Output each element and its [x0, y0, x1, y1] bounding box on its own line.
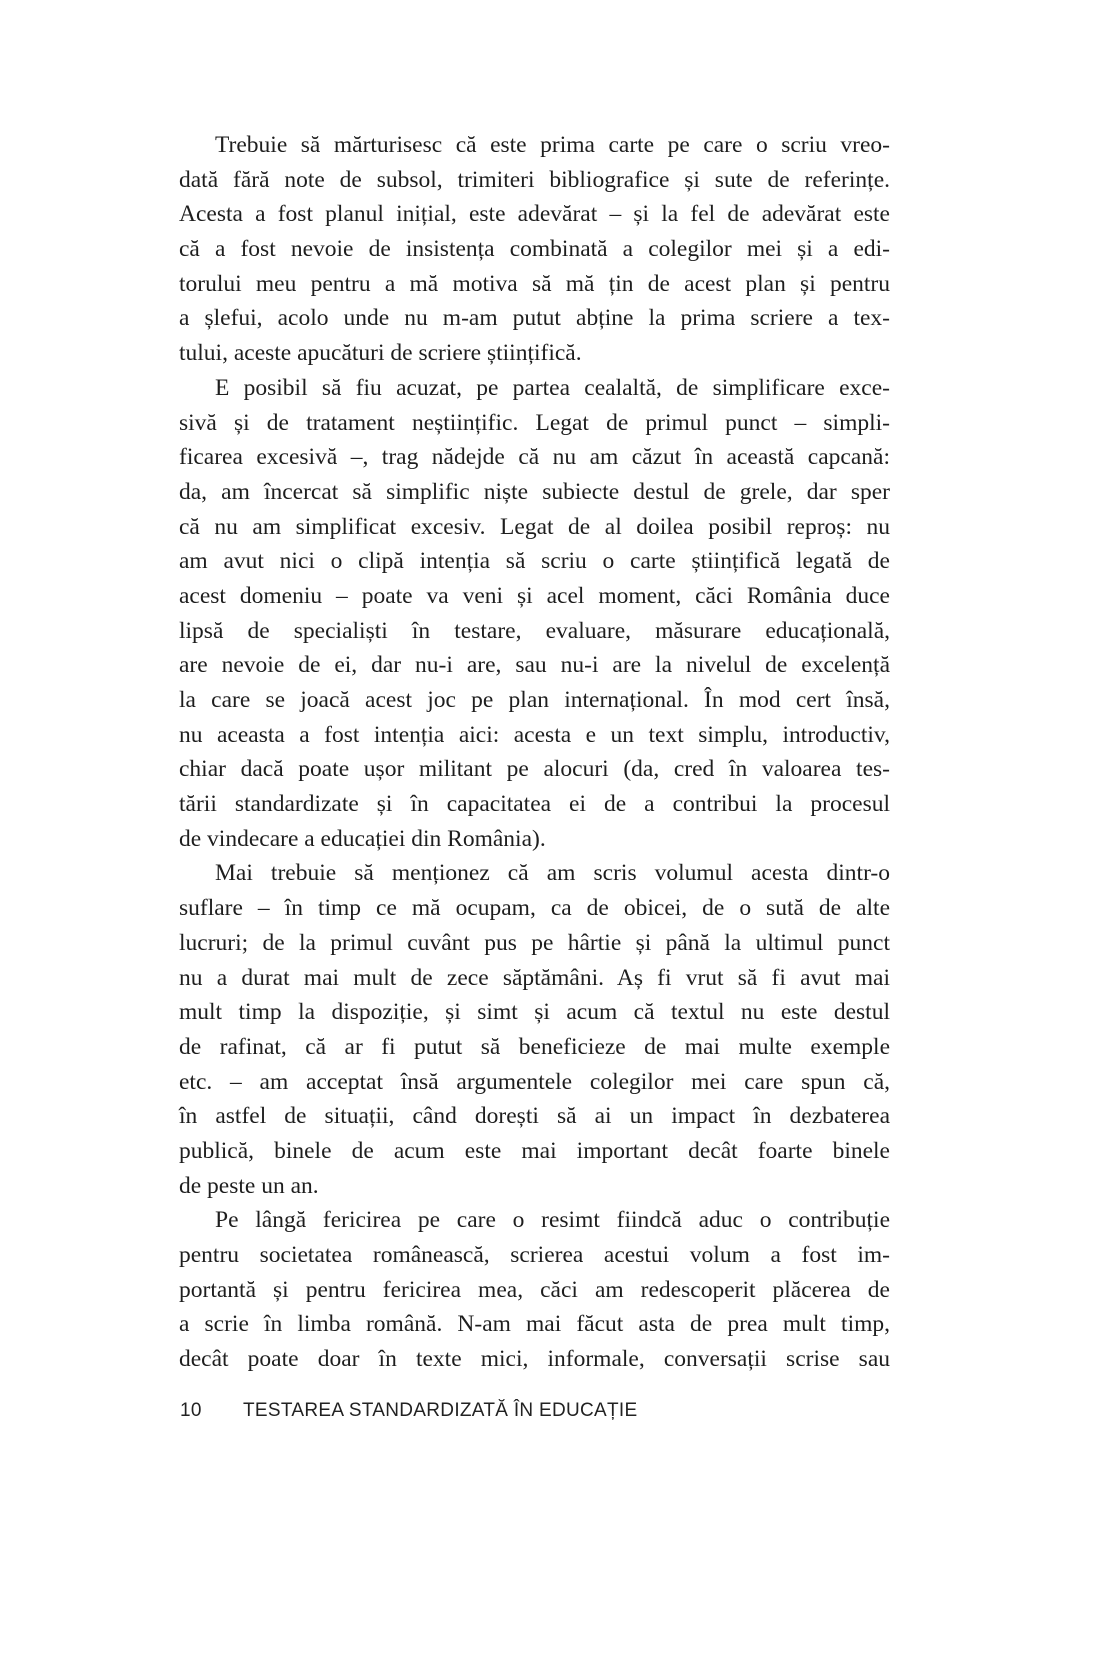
running-title: TESTAREA STANDARDIZATĂ ÎN EDUCAȚIE [243, 1400, 638, 1421]
text-line: sivă și de tratament neștiințific. Legat de primul punct – simpli- [179, 409, 890, 436]
text-line: Acesta a fost planul inițial, este adevărat – și la fel de adevărat este [179, 201, 890, 228]
text-line: nu aceasta a fost intenția aici: acesta e un text simplu, introductiv, [179, 721, 890, 748]
text-line: tului, aceste apucături de scriere științifică. [179, 340, 582, 367]
paragraph [179, 128, 890, 371]
text-line: suflare – în timp ce mă ocupam, ca de obicei, de o sută de alte [179, 895, 890, 922]
body-text [179, 128, 890, 1377]
text-line: chiar dacă poate ușor militant pe alocuri (da, cred în valoarea tes- [179, 756, 890, 783]
text-line: a șlefui, acolo unde nu m-am putut abține la prima scriere a tex- [179, 305, 890, 332]
paragraph [179, 1203, 890, 1376]
text-line: am avut nici o clipă intenția să scriu o carte științifică legată de [179, 548, 890, 575]
text-line: Trebuie să mărturisesc că este prima carte pe care o scriu vreo- [215, 132, 890, 158]
text-line: ficarea excesivă –, trag nădejde că nu am căzut în această capcană: [179, 444, 890, 471]
text-line: da, am încercat să simplific niște subiecte destul de grele, dar sper [179, 478, 890, 505]
page-footer [180, 1400, 637, 1422]
text-line: în astfel de situații, când dorești să ai un impact în dezbaterea [179, 1103, 890, 1130]
text-line: a scrie în limba română. N-am mai făcut asta de prea mult timp, [179, 1311, 890, 1338]
page-number: 10 [180, 1400, 202, 1421]
text-line: Mai trebuie să menționez că am scris volumul acesta dintr-o [215, 860, 890, 887]
paragraph [179, 371, 890, 857]
text-line: de peste un an. [179, 1172, 319, 1199]
text-line: E posibil să fiu acuzat, pe partea cealaltă, de simplificare exce- [215, 374, 890, 401]
paragraph [179, 856, 890, 1203]
text-line: de vindecare a educației din România). [179, 825, 546, 852]
text-line: portantă și pentru fericirea mea, căci am redescoperit plăcerea de [179, 1276, 890, 1303]
text-line: etc. – am acceptat însă argumentele colegilor mei care spun că, [179, 1068, 890, 1095]
text-line: nu a durat mai mult de zece săptămâni. Aș fi vrut să fi avut mai [179, 964, 890, 991]
text-line: torului meu pentru a mă motiva să mă țin de acest plan și pentru [179, 270, 890, 297]
text-line: acest domeniu – poate va veni și acel moment, căci România duce [179, 582, 890, 609]
text-line: Pe lângă fericirea pe care o resimt fiindcă aduc o contribuție [215, 1207, 890, 1234]
text-line: lipsă de specialiști în testare, evaluare, măsurare educațională, [179, 617, 890, 644]
text-line: lucruri; de la primul cuvânt pus pe hârtie și până la ultimul punct [179, 929, 890, 956]
text-line: tării standardizate și în capacitatea ei de a contribui la procesul [179, 791, 890, 818]
text-line: decât poate doar în texte mici, informale, conversații scrise sau [179, 1346, 890, 1373]
text-line: că nu am simplificat excesiv. Legat de al doilea posibil reproș: nu [179, 513, 890, 540]
text-line: mult timp la dispoziție, și simt și acum că textul nu este destul [179, 999, 890, 1026]
text-line: la care se joacă acest joc pe plan internațional. În mod cert însă, [179, 687, 890, 713]
text-line: de rafinat, că ar fi putut să beneficieze de mai multe exemple [179, 1033, 890, 1060]
text-line: publică, binele de acum este mai important decât foarte binele [179, 1137, 890, 1164]
text-line: că a fost nevoie de insistența combinată a colegilor mei și a edi- [179, 236, 890, 263]
text-line: pentru societatea românească, scrierea acestui volum a fost im- [179, 1242, 890, 1268]
text-line: dată fără note de subsol, trimiteri bibliografice și sute de referințe. [179, 166, 890, 193]
text-line: are nevoie de ei, dar nu-i are, sau nu-i are la nivelul de excelență [179, 652, 890, 679]
